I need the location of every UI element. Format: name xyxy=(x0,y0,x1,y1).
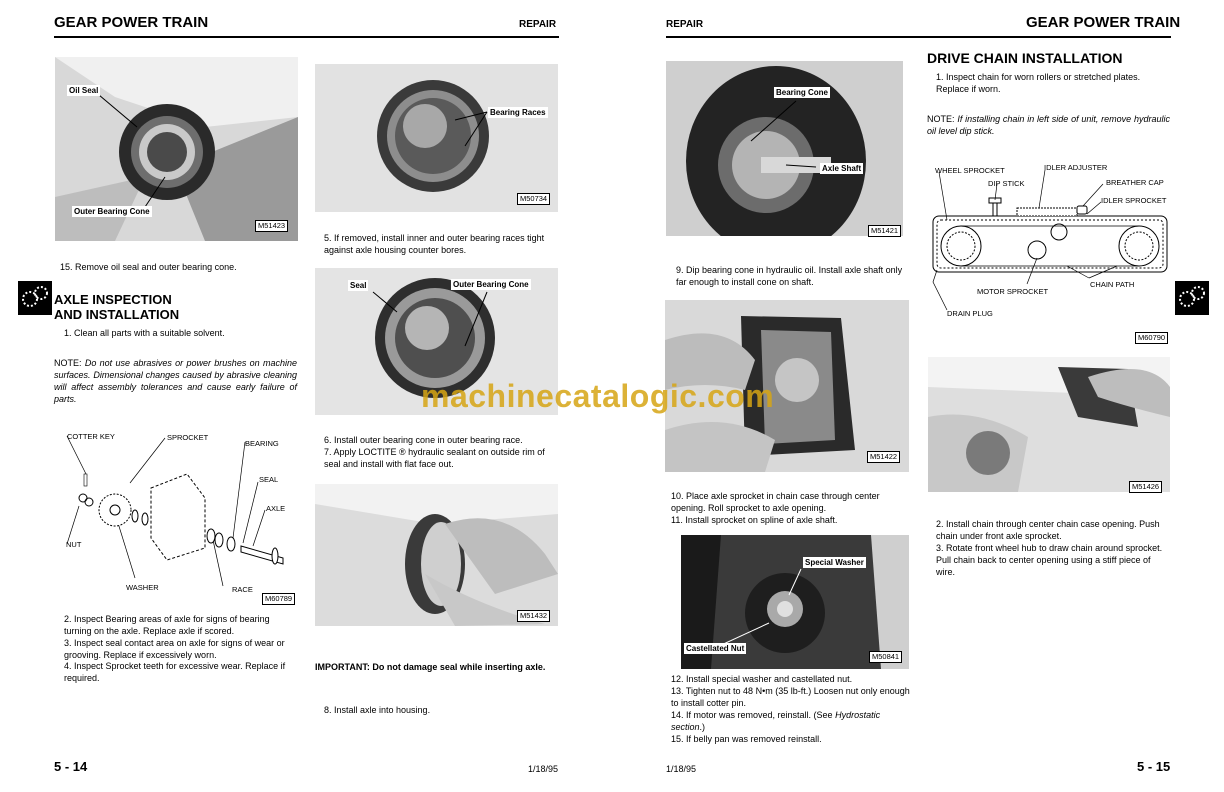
figure-id: M51421 xyxy=(868,225,901,237)
axle-heading-line1: AXLE INSPECTION xyxy=(54,292,172,307)
step-1-inspect-chain: 1. Inspect chain for worn rollers or stretched plates. Replace if worn. xyxy=(936,72,1141,94)
step-3-inspect-seal: 3. Inspect seal contact area on axle for signs of wear or grooving. Replace if excessively worn. xyxy=(64,638,285,660)
step-14-text-a: 14. If motor was removed, reinstall. (See xyxy=(671,710,836,720)
label-idler-sprocket: IDLER SPROCKET xyxy=(1101,196,1167,205)
step-9-dip-cone: 9. Dip bearing cone in hydraulic oil. Install axle shaft only far enough to install cone on shaft. xyxy=(676,265,903,287)
left-header-rule xyxy=(54,36,559,38)
left-header-section: REPAIR xyxy=(519,19,557,30)
callout-bearing-cone: Bearing Cone xyxy=(776,88,829,97)
photo-bearing-races xyxy=(315,64,558,212)
drive-chain-heading: DRIVE CHAIN INSTALLATION xyxy=(927,50,1123,66)
left-header-title: GEAR POWER TRAIN xyxy=(54,14,209,31)
left-page-number: 5 - 14 xyxy=(54,759,88,774)
step-15-belly-pan: 15. If belly pan was removed reinstall. xyxy=(671,734,822,744)
right-header-title: GEAR POWER TRAIN xyxy=(1026,14,1181,31)
step-10-place-sprocket: 10. Place axle sprocket in chain case through center opening. Roll sprocket to axle opening. xyxy=(671,491,880,513)
label-motor-sprocket: MOTOR SPROCKET xyxy=(977,287,1049,296)
step-12-install-washer-nut: 12. Install special washer and castellated nut. xyxy=(671,674,853,684)
figure-id: M51432 xyxy=(517,610,550,622)
label-washer: WASHER xyxy=(126,583,159,592)
label-cotter-key: COTTER KEY xyxy=(67,432,115,441)
note-abrasives xyxy=(54,357,297,405)
step-15-left: 15. Remove oil seal and outer bearing cone. xyxy=(60,262,237,272)
step-7-apply-loctite: 7. Apply LOCTITE ® hydraulic sealant on outside rim of seal and install with flat face out. xyxy=(324,447,545,469)
figure-id: M50734 xyxy=(517,193,550,205)
watermark: machinecatalogic.com xyxy=(421,378,775,414)
step-3-rotate-hub: 3. Rotate front wheel hub to draw chain around sprocket. Pull chain back to center opening using a stiff piece of wire. xyxy=(936,543,1163,577)
label-idler-adjuster: IDLER ADJUSTER xyxy=(1044,163,1108,172)
axle-exploded-diagram xyxy=(55,428,298,604)
right-page-number: 5 - 15 xyxy=(1137,759,1171,774)
callout-outer-bearing-cone-2: Outer Bearing Cone xyxy=(453,280,529,289)
step-8-install-axle: 8. Install axle into housing. xyxy=(324,705,431,715)
note-lead: NOTE: xyxy=(54,358,82,368)
label-drain-plug: DRAIN PLUG xyxy=(947,309,993,318)
label-chain-path: CHAIN PATH xyxy=(1090,280,1135,289)
step-14-reinstall-motor xyxy=(671,709,911,733)
gear-section-tab-icon xyxy=(18,281,52,315)
label-wheel-sprocket: WHEEL SPROCKET xyxy=(935,166,1005,175)
figure-id: M50841 xyxy=(869,651,902,663)
callout-outer-bearing-cone: Outer Bearing Cone xyxy=(74,207,150,216)
step-4-inspect-sprocket: 4. Inspect Sprocket teeth for excessive wear. Replace if required. xyxy=(64,661,286,683)
gear-section-tab-icon xyxy=(1175,281,1209,315)
step-11-install-sprocket: 11. Install sprocket on spline of axle shaft. xyxy=(671,515,838,525)
note-dip-stick xyxy=(927,113,1170,137)
right-header-section: REPAIR xyxy=(666,19,704,30)
label-sprocket: SPROCKET xyxy=(167,433,209,442)
step-1-clean: 1. Clean all parts with a suitable solvent. xyxy=(64,328,225,338)
figure-id: M51423 xyxy=(255,220,288,232)
step-2-inspect-bearing: 2. Inspect Bearing areas of axle for signs of bearing turning on the axle. Replace axle if scored. xyxy=(64,614,270,636)
label-dip-stick: DIP STICK xyxy=(988,179,1025,188)
left-footer-date: 1/18/95 xyxy=(528,764,559,774)
figure-id: M60790 xyxy=(1135,332,1168,344)
callout-bearing-races: Bearing Races xyxy=(490,108,546,117)
label-breather-cap: BREATHER CAP xyxy=(1106,178,1164,187)
step-2-install-chain: 2. Install chain through center chain case opening. Push chain under front axle sprocket. xyxy=(936,519,1160,541)
important-lead: IMPORTANT: xyxy=(315,662,370,672)
callout-oil-seal: Oil Seal xyxy=(69,86,99,95)
callout-axle-shaft: Axle Shaft xyxy=(822,164,862,173)
note-text: Do not use abrasives or power brushes on machine surfaces. Dimensional changes caused by abrasive cleaning will affect assembly tolerances and cause early failure of parts. xyxy=(54,358,297,404)
figure-id: M51426 xyxy=(1129,481,1162,493)
note-lead: NOTE: xyxy=(927,114,955,124)
photo-install-axle xyxy=(315,484,558,626)
axle-heading-line2: AND INSTALLATION xyxy=(54,307,180,322)
right-footer-date: 1/18/95 xyxy=(666,764,697,774)
photo-install-chain xyxy=(928,357,1170,492)
figure-id: M51422 xyxy=(867,451,900,463)
step-5-install-races: 5. If removed, install inner and outer bearing races tight against axle housing counter bores. xyxy=(324,233,545,255)
note-text: If installing chain in left side of unit, remove hydraulic oil level dip stick. xyxy=(927,114,1170,136)
label-bearing: BEARING xyxy=(245,439,279,448)
label-seal: SEAL xyxy=(259,475,279,484)
label-axle: AXLE xyxy=(266,504,286,513)
step-6-install-cone: 6. Install outer bearing cone in outer bearing race. xyxy=(324,435,523,445)
figure-id: M60789 xyxy=(262,593,295,605)
callout-seal: Seal xyxy=(350,281,367,290)
label-nut: NUT xyxy=(66,540,82,549)
step-14-text-c: .) xyxy=(699,722,706,732)
important-text: Do not damage seal while inserting axle. xyxy=(372,662,546,672)
step-14-link-hydrostatic[interactable]: Hydrostatic section xyxy=(671,710,881,732)
important-notice xyxy=(315,661,558,673)
label-race: RACE xyxy=(232,585,253,594)
callout-special-washer: Special Washer xyxy=(805,558,864,567)
callout-castellated-nut: Castellated Nut xyxy=(686,644,745,653)
right-header-rule xyxy=(666,36,1171,38)
step-13-tighten-nut: 13. Tighten nut to 48 N•m (35 lb-ft.) Loosen nut only enough to install cotter pin. xyxy=(671,686,910,708)
